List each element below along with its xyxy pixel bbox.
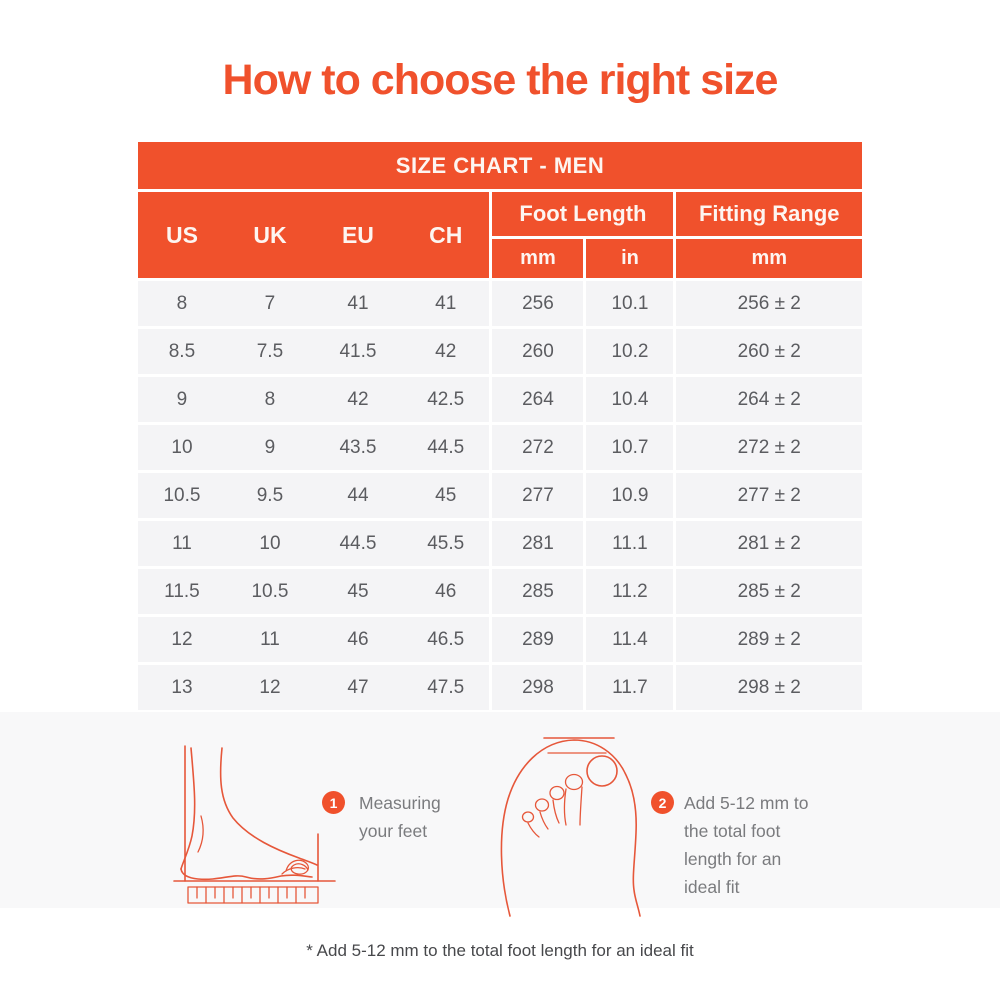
size-chart-table xyxy=(138,142,862,710)
table-cell: 11.2 xyxy=(585,568,675,616)
step-1-badge: 1 xyxy=(322,791,345,814)
table-row xyxy=(138,280,862,328)
table-cell: 298 xyxy=(491,664,585,711)
table-cell: 44.5 xyxy=(402,424,491,472)
table-cell: 285 xyxy=(491,568,585,616)
table-cell: 10.4 xyxy=(585,376,675,424)
page-title: How to choose the right size xyxy=(222,56,778,104)
table-cell: 11.4 xyxy=(585,616,675,664)
annotation-line: ideal fit xyxy=(684,877,740,897)
table-row xyxy=(138,472,862,520)
table-cell: 260 xyxy=(491,328,585,376)
step-2-badge: 2 xyxy=(651,791,674,814)
table-cell: 298 ± 2 xyxy=(675,664,862,711)
table-cell: 10.2 xyxy=(585,328,675,376)
table-cell: 11 xyxy=(138,520,226,568)
table-cell: 12 xyxy=(226,664,314,711)
column-header-foot-length: Foot Length xyxy=(491,191,675,238)
table-cell: 10.9 xyxy=(585,472,675,520)
column-subheader-in: in xyxy=(585,238,675,280)
step-1-annotation xyxy=(359,789,441,845)
table-cell: 42 xyxy=(314,376,402,424)
size-chart-body xyxy=(138,280,862,711)
table-cell: 256 xyxy=(491,280,585,328)
table-cell: 46 xyxy=(402,568,491,616)
table-row xyxy=(138,568,862,616)
table-cell: 45 xyxy=(402,472,491,520)
table-cell: 44.5 xyxy=(314,520,402,568)
table-cell: 9 xyxy=(138,376,226,424)
table-cell: 41 xyxy=(314,280,402,328)
annotation-line: the total foot xyxy=(684,821,781,841)
foot-top-illustration xyxy=(496,726,656,918)
column-subheader-mm: mm xyxy=(491,238,585,280)
table-cell: 45 xyxy=(314,568,402,616)
table-cell: 9 xyxy=(226,424,314,472)
table-cell: 281 xyxy=(491,520,585,568)
step-2-annotation xyxy=(684,789,809,901)
table-cell: 264 ± 2 xyxy=(675,376,862,424)
table-cell: 10 xyxy=(226,520,314,568)
table-cell: 277 ± 2 xyxy=(675,472,862,520)
table-row xyxy=(138,424,862,472)
table-cell: 43.5 xyxy=(314,424,402,472)
table-cell: 11 xyxy=(226,616,314,664)
table-cell: 10 xyxy=(138,424,226,472)
table-row xyxy=(138,328,862,376)
table-cell: 41.5 xyxy=(314,328,402,376)
foot-side-measure-illustration xyxy=(160,738,338,908)
table-cell: 7 xyxy=(226,280,314,328)
column-subheader-fitting-mm: mm xyxy=(675,238,862,280)
table-cell: 46.5 xyxy=(402,616,491,664)
table-cell: 9.5 xyxy=(226,472,314,520)
column-header-eu: EU xyxy=(314,191,402,280)
table-cell: 13 xyxy=(138,664,226,711)
table-cell: 289 ± 2 xyxy=(675,616,862,664)
table-cell: 264 xyxy=(491,376,585,424)
table-cell: 12 xyxy=(138,616,226,664)
table-cell: 10.1 xyxy=(585,280,675,328)
table-cell: 289 xyxy=(491,616,585,664)
table-row xyxy=(138,376,862,424)
table-cell: 8.5 xyxy=(138,328,226,376)
footnote: * Add 5-12 mm to the total foot length for an ideal fit xyxy=(306,941,694,960)
table-row xyxy=(138,520,862,568)
table-row xyxy=(138,664,862,711)
table-cell: 272 ± 2 xyxy=(675,424,862,472)
table-cell: 260 ± 2 xyxy=(675,328,862,376)
table-cell: 10.7 xyxy=(585,424,675,472)
table-cell: 281 ± 2 xyxy=(675,520,862,568)
table-cell: 10.5 xyxy=(138,472,226,520)
annotation-line: Measuring xyxy=(359,793,441,813)
table-cell: 41 xyxy=(402,280,491,328)
table-cell: 42.5 xyxy=(402,376,491,424)
table-cell: 10.5 xyxy=(226,568,314,616)
table-cell: 46 xyxy=(314,616,402,664)
table-cell: 11.5 xyxy=(138,568,226,616)
column-header-fitting-range: Fitting Range xyxy=(675,191,862,238)
annotation-line: Add 5-12 mm to xyxy=(684,793,809,813)
column-header-ch: CH xyxy=(402,191,491,280)
figures-panel xyxy=(0,712,1000,908)
column-header-us: US xyxy=(138,191,226,280)
table-cell: 45.5 xyxy=(402,520,491,568)
table-cell: 256 ± 2 xyxy=(675,280,862,328)
table-cell: 277 xyxy=(491,472,585,520)
table-cell: 47.5 xyxy=(402,664,491,711)
table-cell: 272 xyxy=(491,424,585,472)
table-cell: 7.5 xyxy=(226,328,314,376)
annotation-line: length for an xyxy=(684,849,782,869)
table-cell: 8 xyxy=(226,376,314,424)
table-cell: 285 ± 2 xyxy=(675,568,862,616)
table-cell: 11.7 xyxy=(585,664,675,711)
annotation-line: your feet xyxy=(359,821,428,841)
size-chart-heading: SIZE CHART - MEN xyxy=(138,142,862,191)
table-row xyxy=(138,616,862,664)
table-cell: 11.1 xyxy=(585,520,675,568)
table-cell: 47 xyxy=(314,664,402,711)
column-header-uk: UK xyxy=(226,191,314,280)
table-cell: 8 xyxy=(138,280,226,328)
table-cell: 44 xyxy=(314,472,402,520)
table-cell: 42 xyxy=(402,328,491,376)
